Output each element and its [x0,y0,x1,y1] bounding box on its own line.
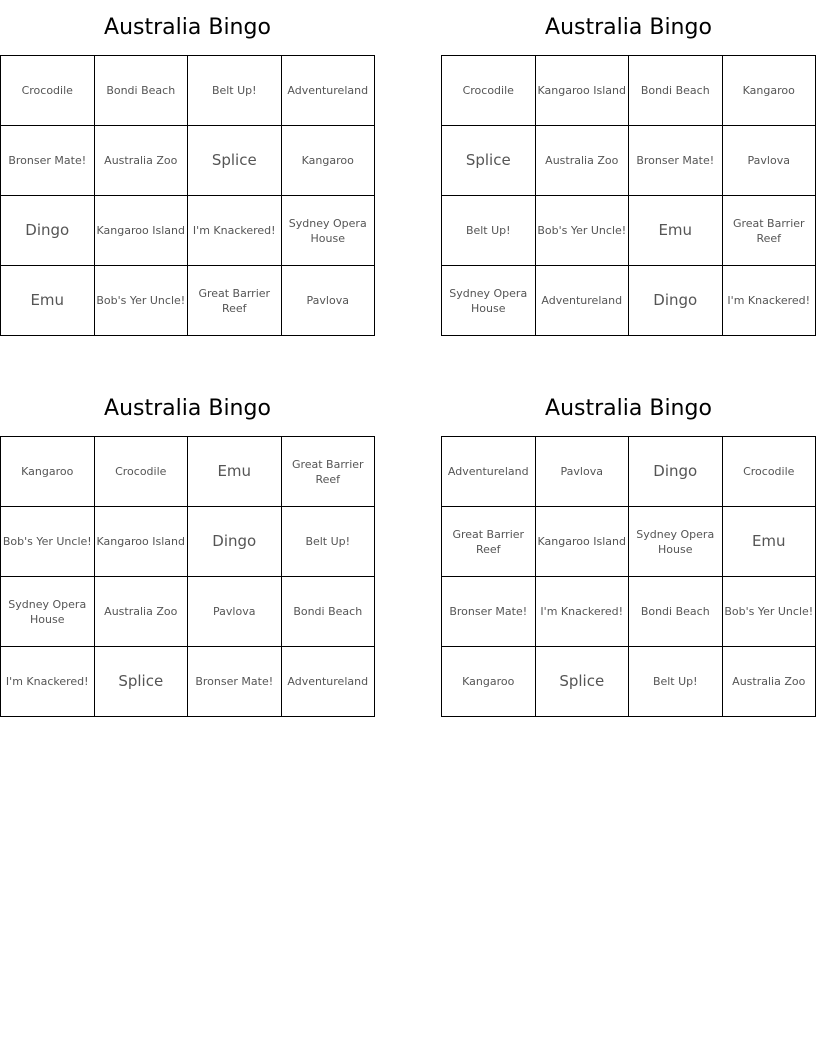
bingo-cell: Pavlova [188,577,282,647]
bingo-cell: Pavlova [282,266,376,336]
bingo-cell: Great Barrier Reef [442,507,536,577]
bingo-cell: I'm Knackered! [188,196,282,266]
bingo-cell: Australia Zoo [95,577,189,647]
bingo-card [0,381,375,717]
bingo-cell: Adventureland [442,437,536,507]
bingo-cell: Belt Up! [188,56,282,126]
bingo-cell: Great Barrier Reef [723,196,816,266]
bingo-cell: Kangaroo Island [536,507,630,577]
bingo-cell: Crocodile [723,437,816,507]
bingo-cell: Australia Zoo [536,126,630,196]
card-title: Australia Bingo [545,396,712,421]
bingo-cell: Crocodile [1,56,95,126]
bingo-cell: Dingo [629,437,723,507]
bingo-cell: Belt Up! [629,647,723,717]
bingo-cell: Bronser Mate! [188,647,282,717]
bingo-cell: I'm Knackered! [536,577,630,647]
bingo-cell: Bob's Yer Uncle! [536,196,630,266]
bingo-cell: Crocodile [442,56,536,126]
bingo-cell: Sydney Opera House [442,266,536,336]
bingo-grid [441,55,816,336]
bingo-card [441,0,816,336]
bingo-cell: Splice [536,647,630,717]
bingo-cell: I'm Knackered! [1,647,95,717]
bingo-cell: Bob's Yer Uncle! [723,577,816,647]
bingo-cell: Dingo [188,507,282,577]
bingo-cell: Pavlova [536,437,630,507]
bingo-grid [441,436,816,717]
bingo-cell: Kangaroo Island [95,507,189,577]
bingo-cell: Kangaroo Island [536,56,630,126]
bingo-cell: Kangaroo [442,647,536,717]
card-title: Australia Bingo [104,396,271,421]
bingo-cell: Australia Zoo [95,126,189,196]
bingo-cell: Bronser Mate! [1,126,95,196]
bingo-cell: Bob's Yer Uncle! [1,507,95,577]
bingo-cell: I'm Knackered! [723,266,816,336]
bingo-cell: Sydney Opera House [282,196,376,266]
bingo-cell: Great Barrier Reef [282,437,376,507]
bingo-cell: Splice [95,647,189,717]
bingo-card [441,381,816,717]
bingo-cell: Kangaroo Island [95,196,189,266]
bingo-cell: Emu [188,437,282,507]
bingo-cell: Pavlova [723,126,816,196]
bingo-cell: Bondi Beach [629,56,723,126]
bingo-cell: Bronser Mate! [442,577,536,647]
bingo-cell: Crocodile [95,437,189,507]
bingo-cell: Bondi Beach [282,577,376,647]
bingo-cell: Belt Up! [282,507,376,577]
bingo-cell: Australia Zoo [723,647,816,717]
bingo-cell: Bondi Beach [629,577,723,647]
bingo-cell: Emu [1,266,95,336]
bingo-cell: Sydney Opera House [629,507,723,577]
bingo-cell: Emu [629,196,723,266]
bingo-cell: Bondi Beach [95,56,189,126]
bingo-cell: Bronser Mate! [629,126,723,196]
bingo-cell: Kangaroo [723,56,816,126]
bingo-cell: Bob's Yer Uncle! [95,266,189,336]
bingo-cell: Splice [442,126,536,196]
bingo-cell: Dingo [1,196,95,266]
bingo-cell: Kangaroo [1,437,95,507]
card-title: Australia Bingo [545,15,712,40]
bingo-card [0,0,375,336]
bingo-grid [0,55,375,336]
bingo-cell: Sydney Opera House [1,577,95,647]
bingo-cell: Splice [188,126,282,196]
bingo-cell: Adventureland [282,647,376,717]
bingo-cell: Adventureland [536,266,630,336]
card-title: Australia Bingo [104,15,271,40]
bingo-grid [0,436,375,717]
bingo-cell: Great Barrier Reef [188,266,282,336]
bingo-cell: Belt Up! [442,196,536,266]
bingo-cell: Kangaroo [282,126,376,196]
bingo-cell: Adventureland [282,56,376,126]
bingo-cell: Dingo [629,266,723,336]
bingo-cell: Emu [723,507,816,577]
